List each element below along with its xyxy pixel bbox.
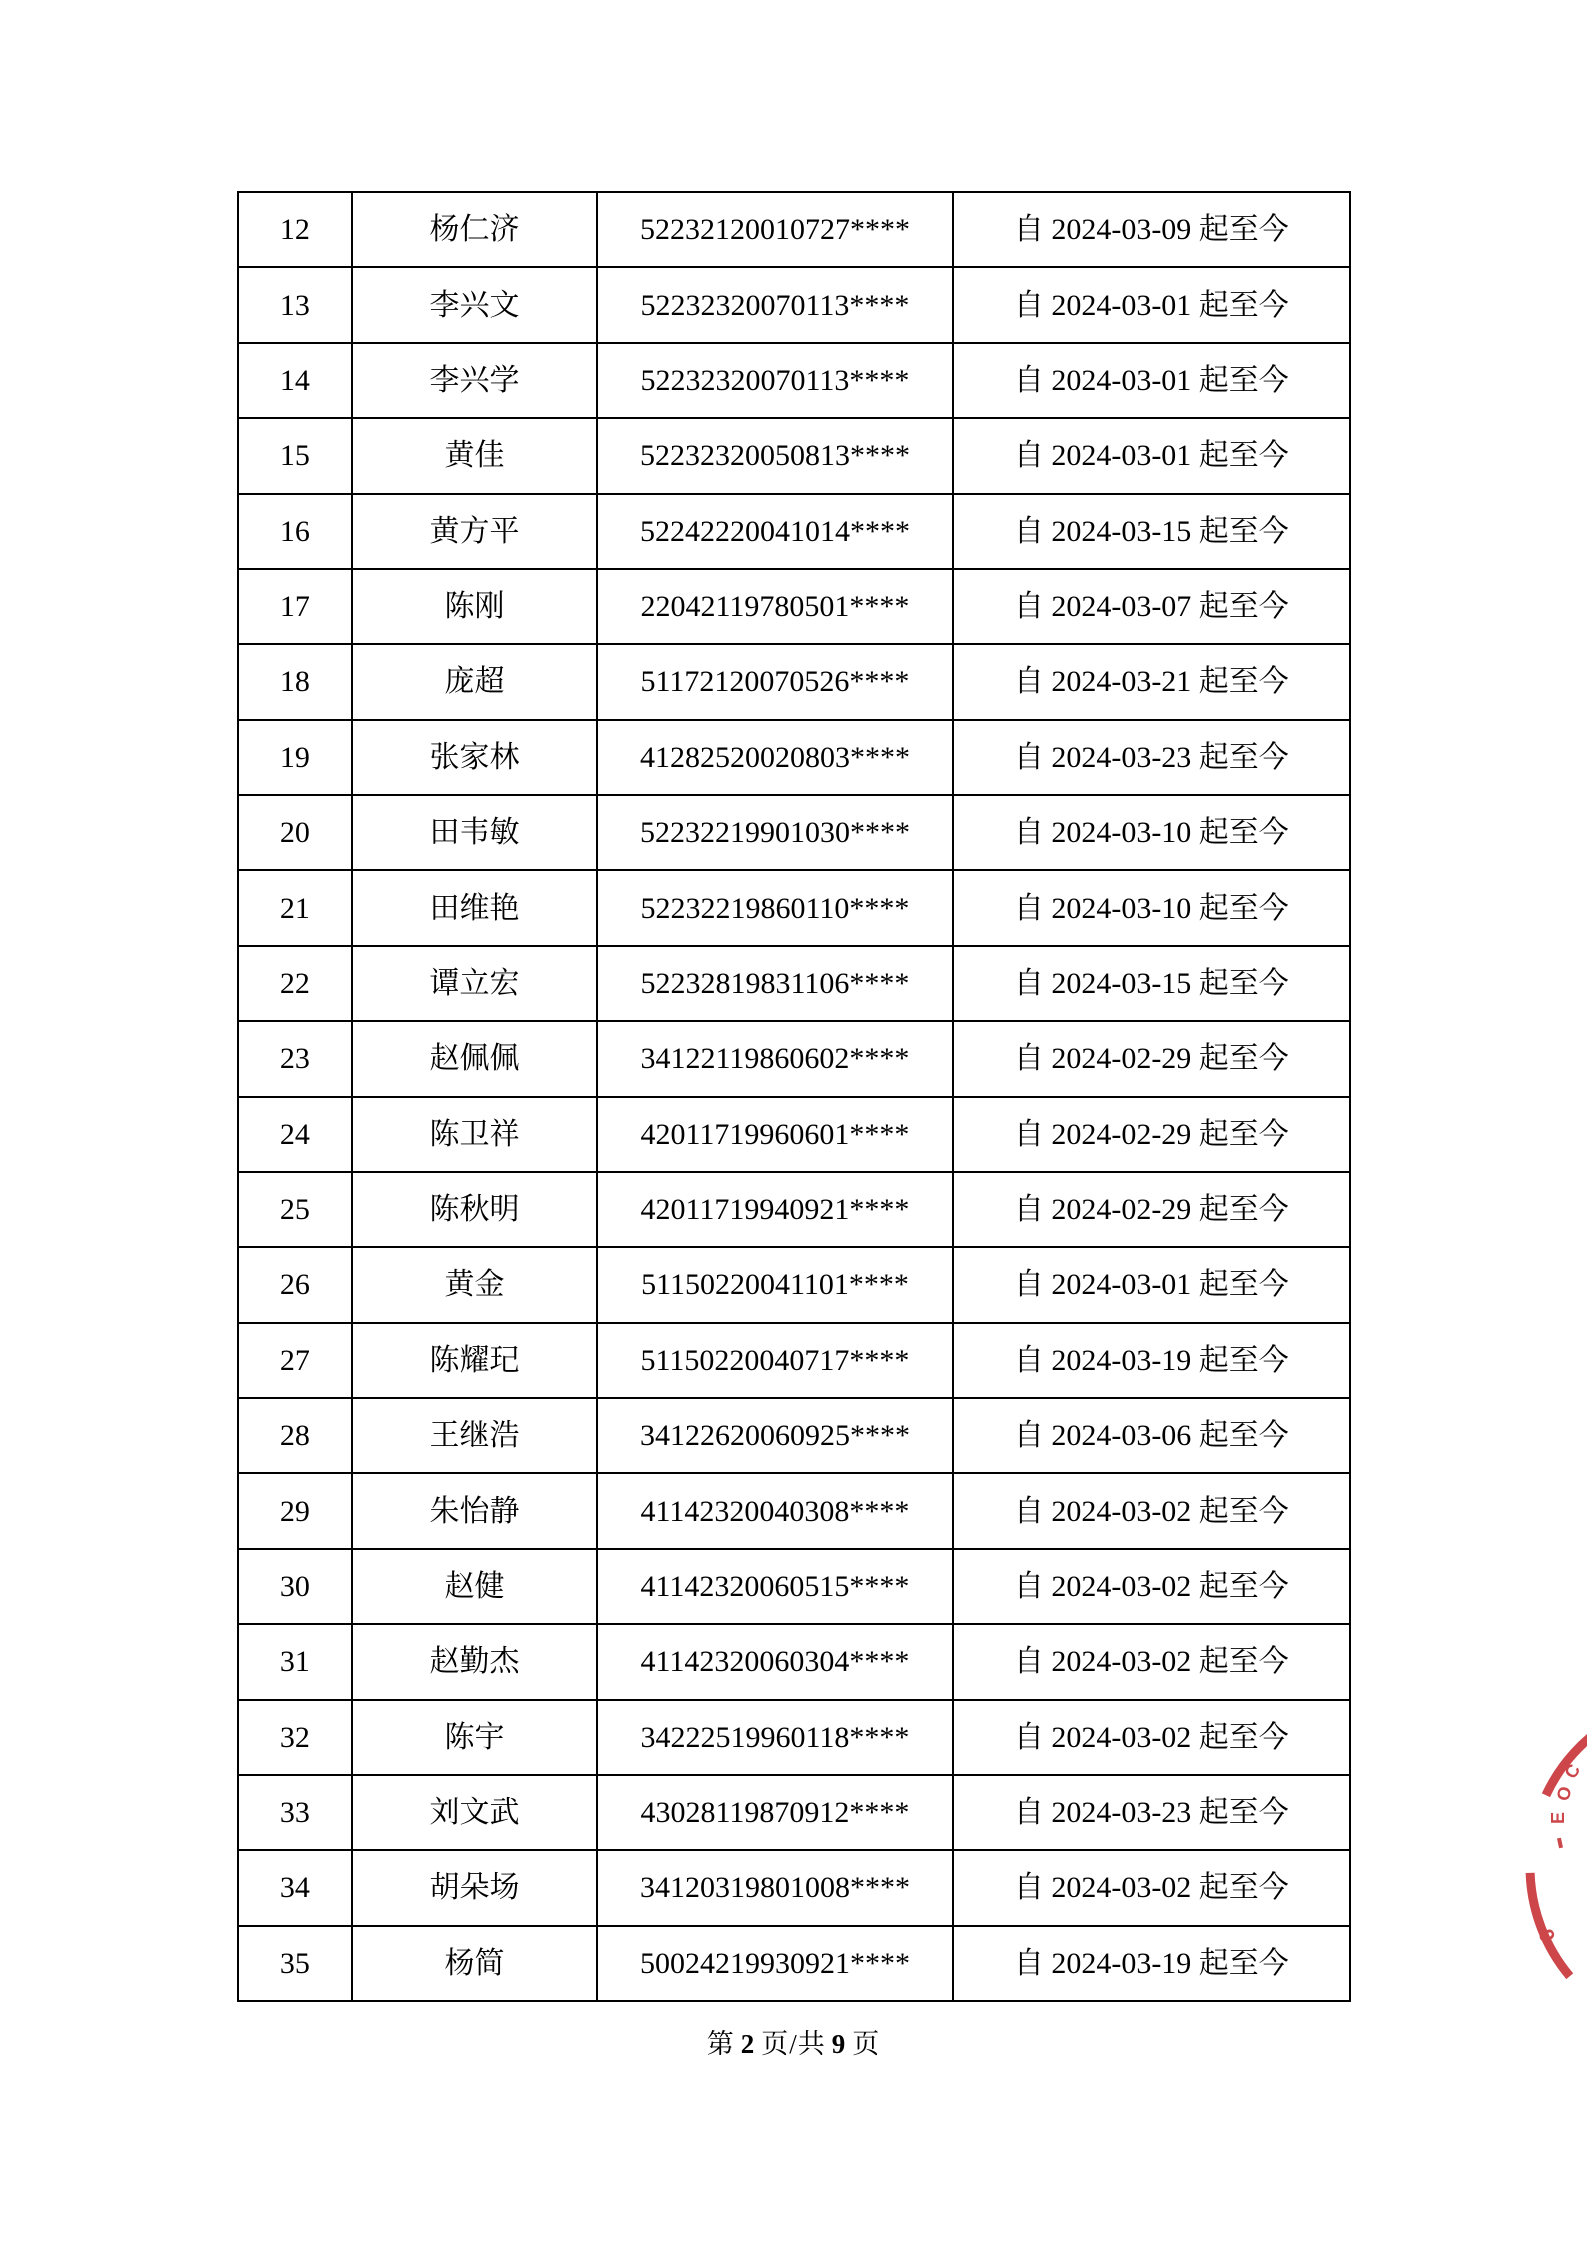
table-row	[238, 267, 1350, 342]
cell-id-number: 50024219930921****	[597, 1926, 952, 2001]
cell-name: 陈秋明	[352, 1172, 598, 1247]
cell-index: 29	[238, 1473, 352, 1548]
table-row	[238, 1247, 1350, 1322]
footer-infix: 页/共	[761, 2029, 826, 2059]
cell-index: 33	[238, 1775, 352, 1850]
table-row	[238, 1398, 1350, 1473]
table-row	[238, 343, 1350, 418]
table-row	[238, 1624, 1350, 1699]
cell-period: 自 2024-03-23 起至今	[953, 720, 1350, 795]
cell-name: 陈宇	[352, 1700, 598, 1775]
cell-period: 自 2024-03-01 起至今	[953, 267, 1350, 342]
seal-ring-arc	[1530, 1697, 1587, 2035]
cell-index: 27	[238, 1323, 352, 1398]
cell-period: 自 2024-03-21 起至今	[953, 644, 1350, 719]
cell-period: 自 2024-03-02 起至今	[953, 1549, 1350, 1624]
cell-index: 13	[238, 267, 352, 342]
cell-name: 杨仁济	[352, 192, 598, 267]
cell-index: 16	[238, 494, 352, 569]
cell-period: 自 2024-03-06 起至今	[953, 1398, 1350, 1473]
cell-name: 赵勤杰	[352, 1624, 598, 1699]
cell-period: 自 2024-03-07 起至今	[953, 569, 1350, 644]
cell-name: 庞超	[352, 644, 598, 719]
cell-id-number: 52232219901030****	[597, 795, 952, 870]
official-seal-stamp	[1450, 1690, 1587, 2035]
cell-name: 田维艳	[352, 870, 598, 945]
table-row	[238, 494, 1350, 569]
table-row	[238, 644, 1350, 719]
cell-index: 24	[238, 1097, 352, 1172]
cell-period: 自 2024-03-19 起至今	[953, 1323, 1350, 1398]
cell-id-number: 52232320070113****	[597, 267, 952, 342]
cell-index: 19	[238, 720, 352, 795]
roster-table-body	[238, 192, 1350, 2001]
cell-id-number: 52232120010727****	[597, 192, 952, 267]
cell-id-number: 34120319801008****	[597, 1850, 952, 1925]
cell-id-number: 51150220041101****	[597, 1247, 952, 1322]
footer-page-number: 2	[740, 2029, 756, 2059]
table-row	[238, 1473, 1350, 1548]
cell-index: 12	[238, 192, 352, 267]
footer-suffix: 页	[852, 2029, 881, 2059]
cell-name: 张家林	[352, 720, 598, 795]
cell-name: 杨简	[352, 1926, 598, 2001]
cell-name: 胡朵场	[352, 1850, 598, 1925]
cell-index: 20	[238, 795, 352, 870]
cell-id-number: 52232819831106****	[597, 946, 952, 1021]
cell-period: 自 2024-03-01 起至今	[953, 1247, 1350, 1322]
cell-name: 刘文武	[352, 1775, 598, 1850]
footer-prefix: 第	[706, 2029, 735, 2059]
cell-index: 21	[238, 870, 352, 945]
cell-index: 34	[238, 1850, 352, 1925]
seal-letter: E	[1548, 1811, 1568, 1824]
table-row	[238, 1021, 1350, 1096]
cell-index: 26	[238, 1247, 352, 1322]
cell-period: 自 2024-02-29 起至今	[953, 1172, 1350, 1247]
cell-period: 自 2024-03-02 起至今	[953, 1624, 1350, 1699]
cell-index: 17	[238, 569, 352, 644]
cell-id-number: 43028119870912****	[597, 1775, 952, 1850]
cell-id-number: 42011719940921****	[597, 1172, 952, 1247]
cell-name: 赵健	[352, 1549, 598, 1624]
cell-period: 自 2024-03-10 起至今	[953, 795, 1350, 870]
cell-name: 黄方平	[352, 494, 598, 569]
cell-id-number: 22042119780501****	[597, 569, 952, 644]
cell-name: 陈卫祥	[352, 1097, 598, 1172]
cell-name: 李兴学	[352, 343, 598, 418]
cell-id-number: 42011719960601****	[597, 1097, 952, 1172]
table-row	[238, 418, 1350, 493]
table-row	[238, 1850, 1350, 1925]
cell-period: 自 2024-03-09 起至今	[953, 192, 1350, 267]
table-row	[238, 870, 1350, 945]
cell-name: 黄金	[352, 1247, 598, 1322]
cell-period: 自 2024-02-29 起至今	[953, 1021, 1350, 1096]
roster-table	[237, 191, 1351, 2002]
cell-index: 18	[238, 644, 352, 719]
cell-period: 自 2024-03-15 起至今	[953, 946, 1350, 1021]
cell-period: 自 2024-03-10 起至今	[953, 870, 1350, 945]
cell-id-number: 52232320050813****	[597, 418, 952, 493]
table-row	[238, 946, 1350, 1021]
cell-period: 自 2024-03-01 起至今	[953, 418, 1350, 493]
cell-index: 14	[238, 343, 352, 418]
table-row	[238, 1775, 1350, 1850]
cell-id-number: 41142320060515****	[597, 1549, 952, 1624]
cell-period: 自 2024-03-23 起至今	[953, 1775, 1350, 1850]
cell-id-number: 41142320060304****	[597, 1624, 952, 1699]
cell-id-number: 52242220041014****	[597, 494, 952, 569]
cell-name: 田韦敏	[352, 795, 598, 870]
cell-index: 15	[238, 418, 352, 493]
cell-index: 22	[238, 946, 352, 1021]
cell-id-number: 41282520020803****	[597, 720, 952, 795]
page-footer	[0, 2022, 1587, 2061]
cell-period: 自 2024-02-29 起至今	[953, 1097, 1350, 1172]
table-row	[238, 1549, 1350, 1624]
cell-id-number: 51172120070526****	[597, 644, 952, 719]
cell-id-number: 34222519960118****	[597, 1700, 952, 1775]
cell-name: 王继浩	[352, 1398, 598, 1473]
table-row	[238, 1097, 1350, 1172]
table-row	[238, 192, 1350, 267]
footer-total-pages: 9	[831, 2029, 847, 2059]
table-row	[238, 1700, 1350, 1775]
cell-name: 陈刚	[352, 569, 598, 644]
cell-id-number: 52232320070113****	[597, 343, 952, 418]
cell-index: 30	[238, 1549, 352, 1624]
table-row	[238, 1172, 1350, 1247]
cell-period: 自 2024-03-02 起至今	[953, 1850, 1350, 1925]
cell-name: 李兴文	[352, 267, 598, 342]
cell-period: 自 2024-03-19 起至今	[953, 1926, 1350, 2001]
seal-letter: 6	[1534, 1925, 1561, 1946]
cell-name: 谭立宏	[352, 946, 598, 1021]
cell-period: 自 2024-03-15 起至今	[953, 494, 1350, 569]
cell-period: 自 2024-03-02 起至今	[953, 1473, 1350, 1548]
cell-id-number: 41142320040308****	[597, 1473, 952, 1548]
table-row	[238, 569, 1350, 644]
cell-id-number: 51150220040717****	[597, 1323, 952, 1398]
cell-id-number: 52232219860110****	[597, 870, 952, 945]
seal-tick	[1557, 1838, 1563, 1849]
cell-index: 25	[238, 1172, 352, 1247]
cell-index: 23	[238, 1021, 352, 1096]
cell-name: 黄佳	[352, 418, 598, 493]
cell-id-number: 34122620060925****	[597, 1398, 952, 1473]
cell-name: 赵佩佩	[352, 1021, 598, 1096]
table-row	[238, 1926, 1350, 2001]
cell-period: 自 2024-03-02 起至今	[953, 1700, 1350, 1775]
cell-id-number: 34122119860602****	[597, 1021, 952, 1096]
table-row	[238, 795, 1350, 870]
cell-index: 28	[238, 1398, 352, 1473]
cell-index: 32	[238, 1700, 352, 1775]
cell-index: 35	[238, 1926, 352, 2001]
seal-letter: C	[1560, 1760, 1585, 1783]
cell-period: 自 2024-03-01 起至今	[953, 343, 1350, 418]
cell-name: 陈耀玘	[352, 1323, 598, 1398]
table-row	[238, 720, 1350, 795]
cell-index: 31	[238, 1624, 352, 1699]
seal-letter: O	[1552, 1784, 1576, 1804]
table-row	[238, 1323, 1350, 1398]
cell-name: 朱怡静	[352, 1473, 598, 1548]
